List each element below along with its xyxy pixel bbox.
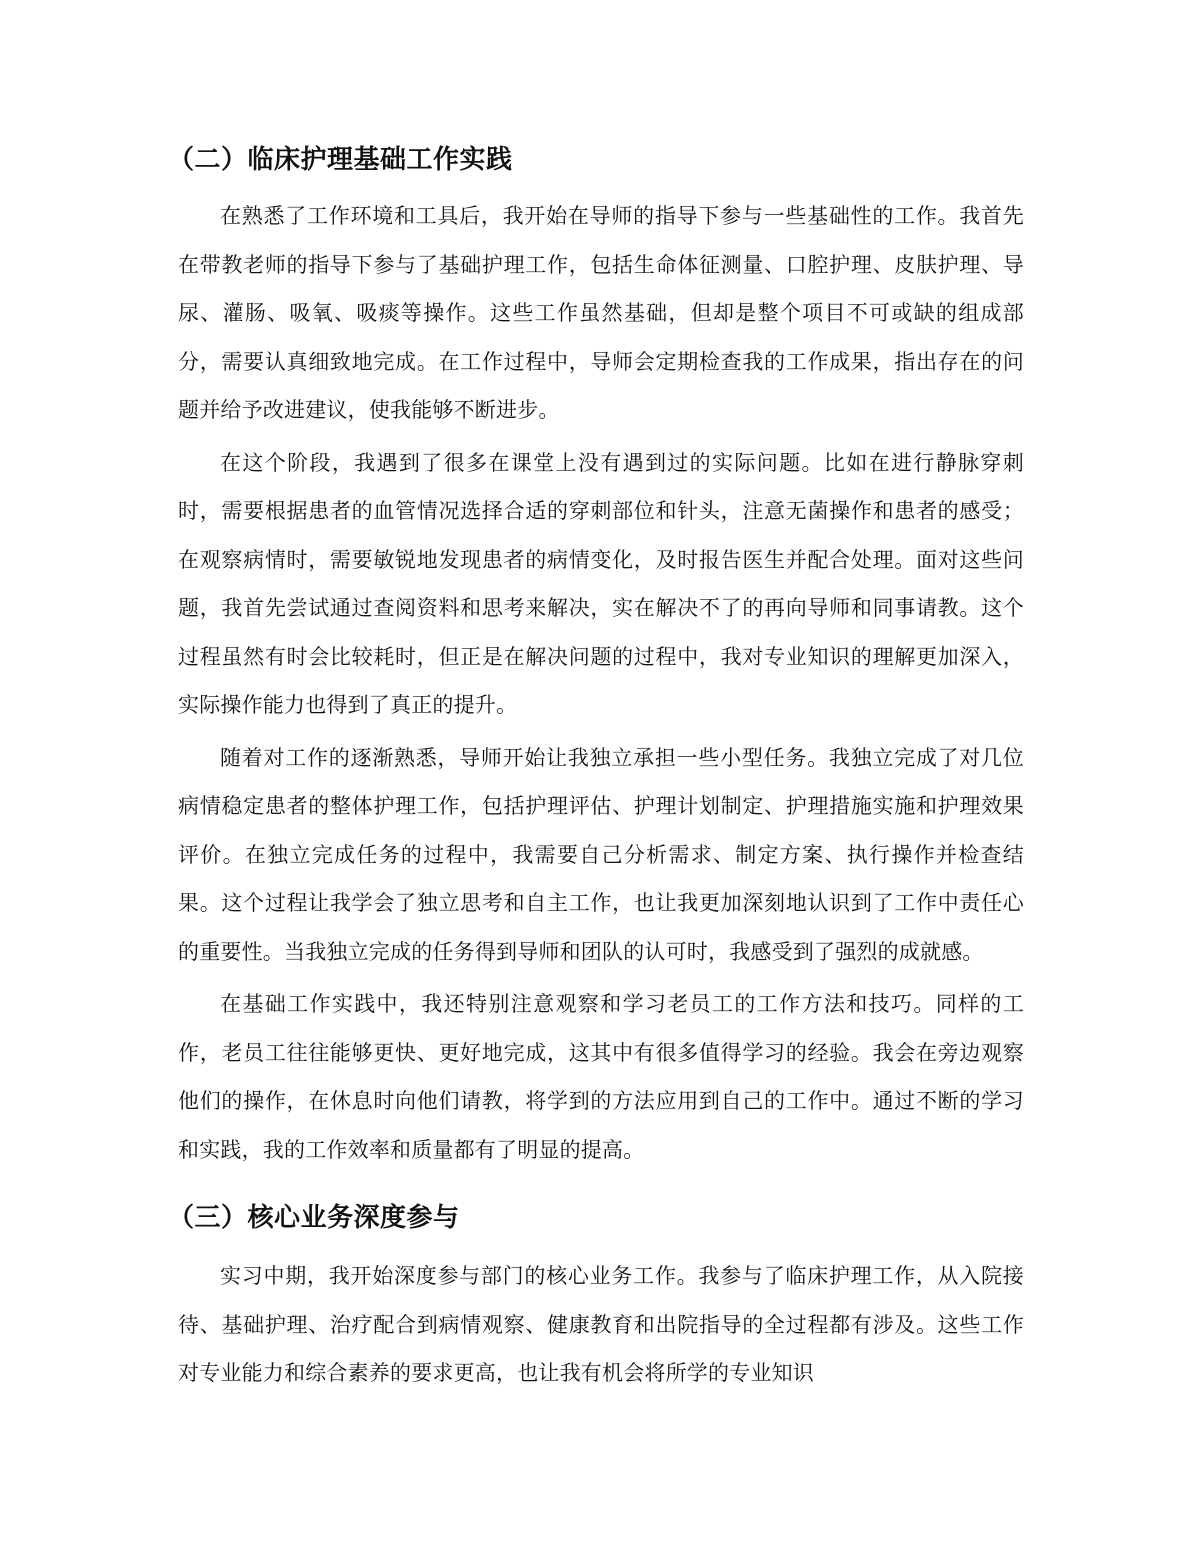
page-content [168,138,1024,1398]
paragraph: 实习中期，我开始深度参与部门的核心业务工作。我参与了临床护理工作，从入院接待、基础护理、治疗配合到病情观察、健康教育和出院指导的全过程都有涉及。这些工作对专业能力和综合素养的要求更高，也让我有机会将所学的专业知识 [178,1264,1024,1385]
paragraph: 在基础工作实践中，我还特别注意观察和学习老员工的工作方法和技巧。同样的工作，老员工往往能够更快、更好地完成，这其中有很多值得学习的经验。我会在旁边观察他们的操作，在休息时向他们请教，将学到的方法应用到自己的工作中。通过不断的学习和实践，我的工作效率和质量都有了明显的提高。 [178,992,1024,1162]
paragraph: 在这个阶段，我遇到了很多在课堂上没有遇到过的实际问题。比如在进行静脉穿刺时，需要根据患者的血管情况选择合适的穿刺部位和针头，注意无菌操作和患者的感受；在观察病情时，需要敏锐地发现患者的病情变化，及时报告医生并配合处理。面对这些问题，我首先尝试通过查阅资料和思考来解决，实在解决不了的再向导师和同事请教。这个过程虽然有时会比较耗时，但正是在解决问题的过程中，我对专业知识的理解更加深入，实际操作能力也得到了真正的提升。 [178,450,1024,717]
section-heading-3: （三）核心业务深度参与 [168,1203,460,1233]
paragraph: 在熟悉了工作环境和工具后，我开始在导师的指导下参与一些基础性的工作。我首先在带教老师的指导下参与了基础护理工作，包括生命体征测量、口腔护理、皮肤护理、导尿、灌肠、吸氧、吸痰等操作。这些工作虽然基础，但却是整个项目不可或缺的组成部分，需要认真细致地完成。在工作过程中，导师会定期检查我的工作成果，指出存在的问题并给予改进建议，使我能够不断进步。 [178,204,1024,422]
paragraph: 随着对工作的逐渐熟悉，导师开始让我独立承担一些小型任务。我独立完成了对几位病情稳定患者的整体护理工作，包括护理评估、护理计划制定、护理措施实施和护理效果评价。在独立完成任务的过程中，我需要自己分析需求、制定方案、执行操作并检查结果。这个过程让我学会了独立思考和自主工作，也让我更加深刻地认识到了工作中责任心的重要性。当我独立完成的任务得到导师和团队的认可时，我感受到了强烈的成就感。 [178,745,1024,964]
section-heading-2: （二）临床护理基础工作实践 [168,145,513,175]
